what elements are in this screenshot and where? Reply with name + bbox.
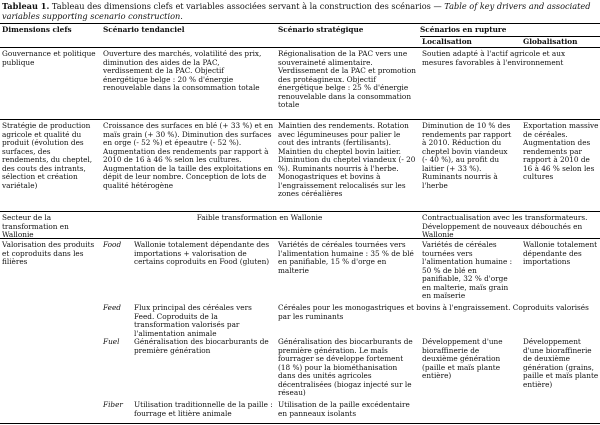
caption-translation: Table of key drivers and associated variables supporting scenario construction. xyxy=(2,1,591,21)
feed-shared: Céréales pour les monogastriques et bovins à l'engraissement. Coproduits valorisés par les ruminants xyxy=(278,303,589,321)
gouvernance-strategique: Régionalisation de la PAC vers une souveraineté alimentaire. Verdissement de la PAC et promotion des protéagineux. Objectif énergétique belge : 25 % d'énergie renouvelable dans la consommation totale xyxy=(278,49,416,109)
gouvernance-rupture: Soutien adapté à l'actif agricole et aux mesures favorables à l'environnement xyxy=(422,49,566,67)
fuel-localisation: Développement d'une bioraffinerie de deuxième génération (paille et maïs plante entière) xyxy=(422,337,503,380)
header-strategique: Scénario stratégique xyxy=(278,25,364,34)
secteur-shared: Faible transformation en Wallonie xyxy=(196,213,323,222)
feed-label: Feed xyxy=(103,303,121,312)
header-globalisation: Globalisation xyxy=(523,37,578,46)
strategie-strategique: Maintien des rendements. Rotation avec légumineuses pour palier le cout des intrants (fertilisants). Maintien du cheptel bovin laitier. Diminution du cheptel viandeux (- 20 %). Ruminants nourris à l'herbe. Monogastriques et bovins à l'engraissement relocalisés sur les zones céréalières xyxy=(278,121,416,198)
gouvernance-dimension: Gouvernance et politique publique xyxy=(2,49,96,67)
caption-text: Tableau des dimensions clefs et variables associées servant à la construction des scénarios — xyxy=(49,1,445,11)
valorisation-dimension: Valorisation des produits et coproduits dans les filières xyxy=(2,240,95,266)
header-bottom-rule xyxy=(0,47,600,48)
header-localisation: Localisation xyxy=(422,37,472,46)
table-caption xyxy=(2,2,598,21)
header-dimensions: Dimensions clefs xyxy=(2,25,72,34)
row-rule-2 xyxy=(0,211,600,212)
fiber-strategique: Utilisation de la paille excédentaire en panneaux isolants xyxy=(278,400,410,418)
fiber-tendanciel: Utilisation traditionnelle de la paille : fourrage et litière animale xyxy=(134,400,273,418)
secteur-rupture: Contractualisation avec les transformateurs. Développement de nouveaux débouchés en Wallonie xyxy=(422,213,588,239)
fiber-label: Fiber xyxy=(103,400,123,409)
strategie-localisation: Diminution de 10 % des rendements par rapport à 2010. Réduction du cheptel bovin viandeux (- 40 %), au profit du laitier (+ 33 %). Ruminants nourris à l'herbe xyxy=(422,121,512,190)
food-strategique: Variétés de céréales tournées vers l'alimentation humaine : 35 % de blé en panifiable, 15 % d'orge en malterie xyxy=(278,240,414,275)
header-rupture: Scénarios en rupture xyxy=(420,25,507,34)
caption-label: Tableau 1. xyxy=(2,1,50,11)
food-tendanciel: Wallonie totalement dépendante des importations + valorisation de certains coproduits en Food (gluten) xyxy=(134,240,270,266)
row-rule-1 xyxy=(0,119,600,120)
strategie-globalisation: Exportation massive de céréales. Augmentation des rendements par rapport à 2010 de 16 à 46 % selon les cultures xyxy=(523,121,599,181)
food-label: Food xyxy=(103,240,122,249)
fuel-globalisation: Développement d'une bioraffinerie de deuxième génération (grains, paille et maïs plante entière) xyxy=(523,337,599,389)
strategie-dimension: Stratégie de production agricole et qualité du produit (évolution des surfaces, des rendements, du cheptel, des couts des intrants, sélection et création variétale) xyxy=(2,121,93,190)
table-top-rule xyxy=(0,23,600,24)
fuel-strategique: Généralisation des biocarburants de première génération. Le maïs fourrager se développe fortement (18 %) pour la biométhanisation dans des unités agricoles décentralisées (biogaz injecté sur le réseau) xyxy=(278,337,413,397)
fuel-label: Fuel xyxy=(103,337,120,346)
secteur-dimension: Secteur de la transformation en Wallonie xyxy=(2,213,69,239)
food-globalisation: Wallonie totalement dépendante des importations xyxy=(523,240,598,266)
header-tendanciel: Scénario tendanciel xyxy=(103,25,185,34)
table-bottom-rule xyxy=(0,423,600,424)
strategie-tendanciel: Croissance des surfaces en blé (+ 33 %) et en maïs grain (+ 30 %). Diminution des surfaces en orge (- 52 %) et épeautre (- 52 %). Augmentation des rendements par rapport à 2010 de 16 à 46 % selon les cultures. Augmentation de la taille des exploitations en dépit de leur nombre. Conception de lots de qualité hétérogène xyxy=(103,121,274,190)
feed-tendanciel: Flux principal des céréales vers Feed. Coproduits de la transformation valorisés par l'alimentation animale xyxy=(134,303,252,338)
gouvernance-tendanciel: Ouverture des marchés, volatilité des prix, diminution des aides de la PAC, verdissement de la PAC. Objectif énergétique belge : 20 % d'énergie renouvelable dans la consommation totale xyxy=(103,49,262,92)
fuel-tendanciel: Généralisation des biocarburants de première génération xyxy=(134,337,269,355)
food-localisation: Variétés de céréales tournées vers l'alimentation humaine : 50 % de blé en panifiable, 32 % d'orge en malterie, maïs grain en maïserie xyxy=(422,240,513,300)
